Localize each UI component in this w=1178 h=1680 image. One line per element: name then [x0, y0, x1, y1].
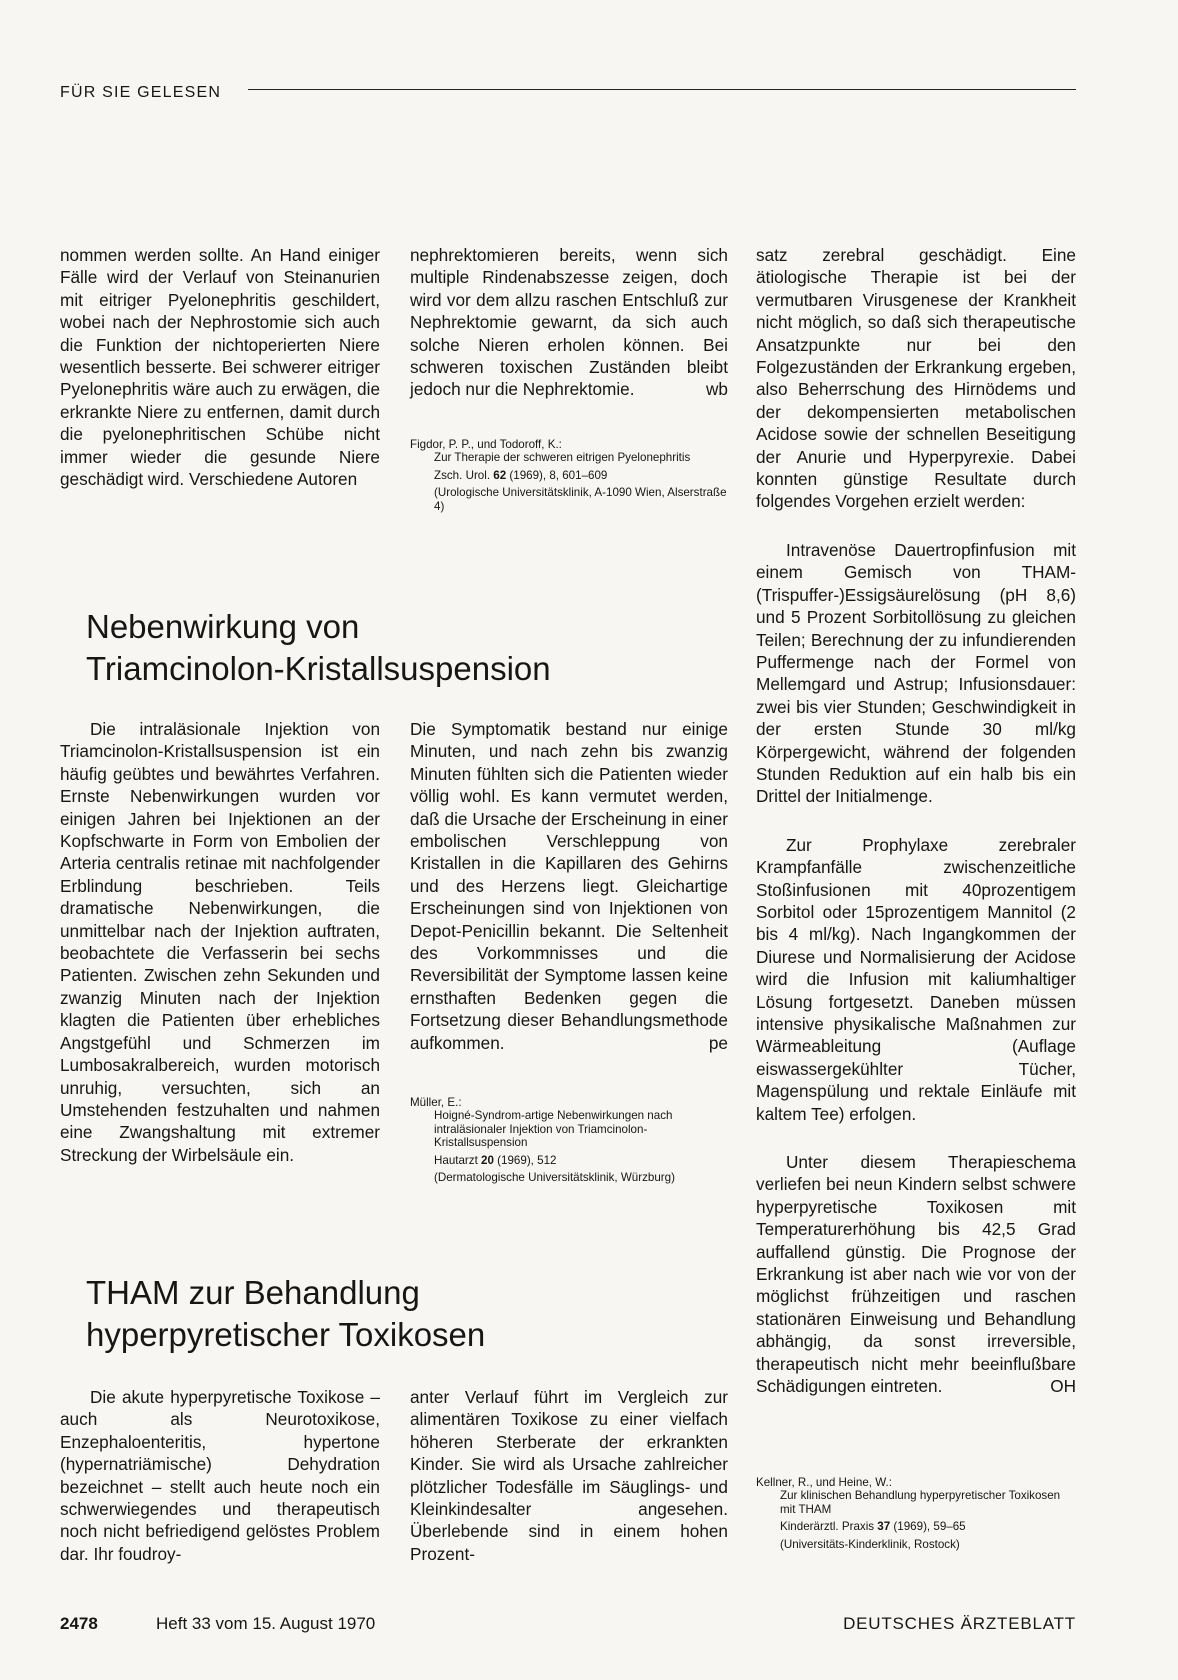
article3-reference — [756, 1476, 1076, 1551]
reference-journal-name: Kinderärztl. Praxis — [780, 1520, 878, 1534]
reference-journal-name: Hautarzt — [434, 1153, 482, 1167]
article1-col2-body: nephrektomieren bereits, wenn sich multiple Rindenabszesse zeigen, doch wird vor dem allzu raschen Entschluß zur Nephrektomie gewarnt, da sich auch solche Nieren erholen können. Bei schweren toxischen Zuständen bleibt jedoch nur die Nephrektomie. — [410, 245, 728, 400]
article3-col3-paragraph4-body: Unter diesem Therapieschema verliefen bei neun Kindern selbst schwere hyperpyretische Toxikosen mit Temperaturerhöhung bis 42,5 Grad auffallend günstig. Die Prognose der Erkrankung ist aber nach wie vor von der möglichst frühzeitigen und raschen stationären Einweisung und Behandlung abhängig, da sonst irreversible, therapeutisch nicht mehr beeinflußbare Schädigungen eintreten. — [756, 1152, 1076, 1397]
article3-headline — [86, 1272, 485, 1356]
reference-title: Zur klinischen Behandlung hyperpyretischer Toxikosen mit THAM — [780, 1489, 1061, 1516]
reference-title: Zur Therapie der schweren eitrigen Pyelonephritis — [434, 451, 691, 465]
article3-col2-text: anter Verlauf führt im Vergleich zur alimentären Toxikose zu einer vielfach höheren Sterberate der erkrankten Kinder. Sie wird als Ursache zahlreicher plötzlicher Todesfälle im Säuglings- und Kleinkindesalter angesehen. Überlebende sind in einem hohen Prozent- — [410, 1387, 728, 1564]
article3-col3-paragraph4 — [756, 1151, 1076, 1397]
article1-signature: wb — [706, 379, 728, 400]
article3-headline-line2: hyperpyretischer Toxikosen — [86, 1316, 486, 1353]
article3-column3 — [756, 244, 1076, 1398]
article2-signature: pe — [708, 1032, 728, 1053]
reference-address: (Dermatologische Universitätsklinik, Würzburg) — [434, 1171, 675, 1185]
reference-journal-details: (1969), 8, 601–609 — [506, 468, 608, 482]
reference-authors: Figdor, P. P., und Todoroff, K.: — [410, 438, 562, 451]
reference-journal-details: (1969), 512 — [493, 1153, 557, 1167]
article2-col2-text — [410, 718, 728, 1054]
reference-journal — [410, 1154, 728, 1167]
article3-col1-text: Die akute hyperpyretische Toxikose – auch als Neurotoxikose, Enzephaloenteritis, hypertone (hypernatriämische) Dehydration bezeichnet – stellt auch heute noch ein schwerwiegendes und therapeutisch noch nicht befriedigend gelöstes Problem dar. Ihr foudroy- — [60, 1387, 380, 1564]
article2-col2-body: Die Symptomatik bestand nur einige Minuten, und nach zehn bis zwanzig Minuten fühlten sich die Patienten wieder völlig wohl. Es kann vermutet werden, daß die Ursache der Erscheinung in einer embolischen Verschleppung von Kristallen in die Kapillaren des Gehirns und des Herzens liegt. Gleichartige Erscheinungen sind von Injektionen von Depot-Penicillin bekannt. Die Seltenheit des Vorkommnisses und die Reversibilität der Symptome lassen keine ernsthaften Bedenken gegen die Fortsetzung dieser Behandlungsmethode aufkommen. — [410, 719, 728, 1053]
article1-column1 — [60, 244, 380, 490]
article3-headline-line1: THAM zur Behandlung — [86, 1274, 420, 1311]
reference-title: Hoigné-Syndrom-artige Nebenwirkungen nach intraläsionaler Injektion von Triamcinolon-Kristallsuspension — [434, 1109, 673, 1150]
reference-authors: Kellner, R., und Heine, W.: — [756, 1476, 892, 1489]
article2-reference — [410, 1096, 728, 1184]
article1-col2-text — [410, 244, 728, 401]
issue-info: Heft 33 vom 15. August 1970 — [156, 1614, 376, 1633]
article2-headline-line1: Nebenwirkung von — [86, 608, 360, 645]
article1-reference — [410, 438, 728, 513]
article3-col3-paragraph3: Zur Prophylaxe zerebraler Krampfanfälle zwischenzeitliche Stoßinfusionen mit 40prozentigem Sorbitol oder 15prozentigem Mannitol (2 bis 4 ml/kg). Nach Ingangkommen der Diurese und Normalisierung der Acidose wird die Infusion mit kaliumhaltiger Lösung fortgesetzt. Daneben müssen intensive physikalische Maßnahmen zur Wärmeableitung (Auflage eiswassergekühlter Tücher, Magenspülung und rektale Einläufe mit kaltem Tee) erfolgen. — [756, 834, 1076, 1124]
article2-column1 — [60, 718, 380, 1166]
article1-column2 — [410, 244, 728, 401]
reference-volume: 37 — [877, 1520, 891, 1534]
reference-authors: Müller, E.: — [410, 1096, 462, 1109]
article3-signature: OH — [1050, 1376, 1076, 1397]
reference-journal — [756, 1520, 1076, 1533]
article3-column2 — [410, 1386, 728, 1565]
article2-column2 — [410, 718, 728, 1054]
article2-col1-text: Die intraläsionale Injektion von Triamcinolon-Kristallsuspension ist ein häufig geübtes und bewährtes Verfahren. Ernste Nebenwirkungen wurden vor einigen Jahren bei Injektionen an der Kopfschwarte in Form von Embolien der Arteria centralis retinae mit nachfolgender Erblindung beschrieben. Teils dramatische Nebenwirkungen, die unmittelbar nach der Injektion auftraten, beobachtete die Verfasserin bei sechs Patienten. Zwischen zehn Sekunden und zwanzig Minuten nach der Injektion klagten die Patienten über erhebliches Angstgefühl und Schmerzen im Lumbosakralbereich, wurden motorisch unruhig, versuchten, sich an Umstehenden festzuhalten und nahmen eine Zwangshaltung mit extremer Streckung der Wirbelsäule ein. — [60, 719, 380, 1165]
running-head: FÜR SIE GELESEN — [60, 84, 222, 101]
reference-volume: 20 — [481, 1153, 494, 1167]
reference-journal-name: Zsch. Urol. — [434, 468, 494, 482]
reference-address: (Urologische Universitätsklinik, A-1090 Wien, Alserstraße 4) — [434, 486, 727, 513]
article3-col3-paragraph1: satz zerebral geschädigt. Eine ätiologische Therapie ist bei der vermutbaren Virusgenese der Krankheit nicht möglich, so daß sich therapeutische Ansatzpunkte nur bei den Folgezuständen der Erkrankung ergeben, also Beherrschung des Hirnödems und der dekompensierten metabolischen Acidose sowie der schnellen Beseitigung der Anurie und Hyperpyrexie. Dabei konnten günstige Resultate durch folgendes Vorgehen erzielt werden: — [756, 245, 1076, 512]
article3-column1 — [60, 1386, 380, 1565]
article1-col1-text: nommen werden sollte. An Hand einiger Fälle wird der Verlauf von Steinanurien mit eitriger Pyelonephritis geschildert, wobei nach der Nephrostomie sich auch die Funktion der nichtoperierten Niere wesentlich besserte. Bei schwerer eitriger Pyelonephritis wäre auch zu erwägen, die erkrankte Niere zu entfernen, damit durch die pyelonephritischen Schübe nicht immer wieder die gesunde Niere geschädigt wird. Verschiedene Autoren — [60, 245, 380, 490]
page-number: 2478 — [60, 1614, 98, 1633]
header-rule — [248, 89, 1076, 90]
reference-journal — [410, 469, 728, 482]
article2-headline — [86, 606, 551, 690]
article2-headline-line2: Triamcinolon-Kristallsuspension — [86, 650, 551, 687]
article3-col3-paragraph2: Intravenöse Dauertropfinfusion mit einem Gemisch von THAM-(Trispuffer-)Essigsäurelösung (pH 8,6) und 5 Prozent Sorbitollösung zu gleichen Teilen; Berechnung der zu infundierenden Puffermenge nach der Formel von Mellemgard und Astrup; Infusionsdauer: zwei bis vier Stunden; Geschwindigkeit in der ersten Stunde 30 ml/kg Körpergewicht, während der folgenden Stunden Reduktion auf ein halb bis ein Drittel der Initialmenge. — [756, 539, 1076, 807]
reference-volume: 62 — [493, 468, 507, 482]
reference-address: (Universitäts-Kinderklinik, Rostock) — [780, 1537, 960, 1551]
journal-name: DEUTSCHES ÄRZTEBLATT — [843, 1614, 1076, 1633]
reference-journal-details: (1969), 59–65 — [890, 1520, 966, 1534]
